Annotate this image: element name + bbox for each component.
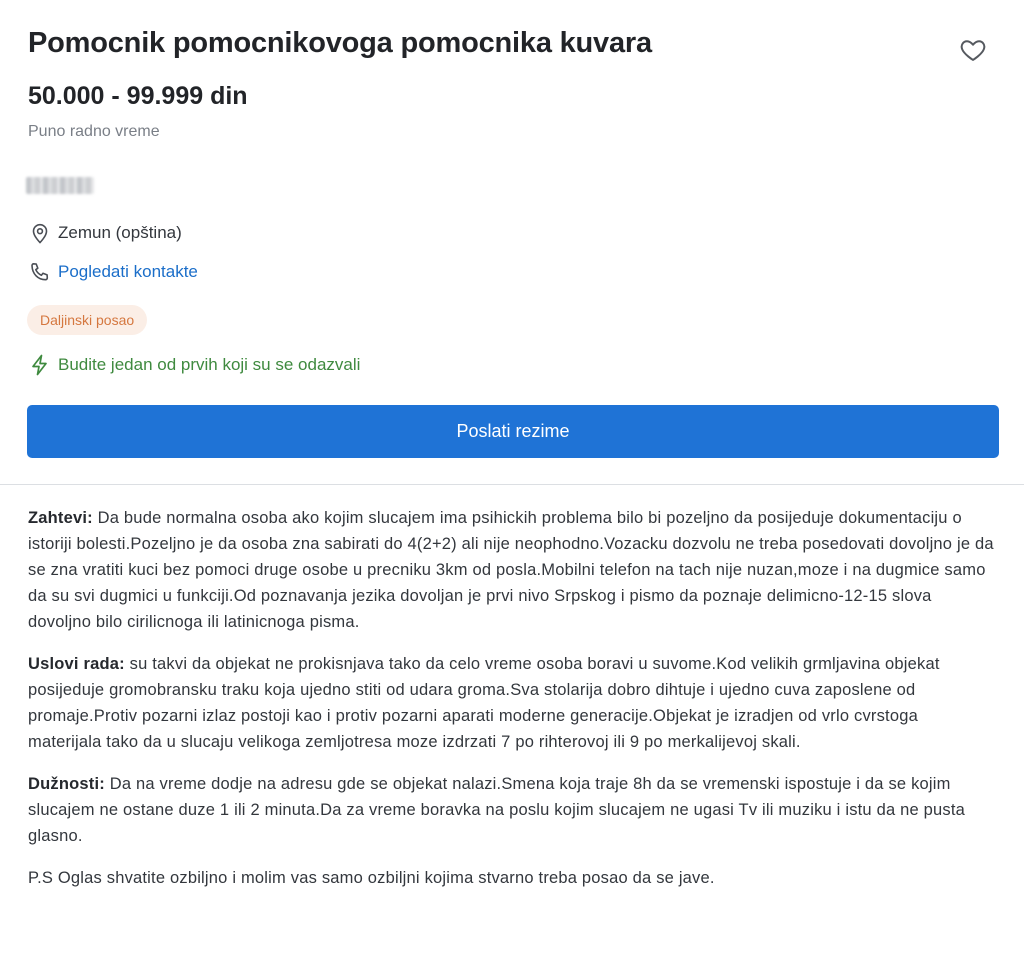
view-contacts-link[interactable] — [28, 260, 198, 284]
location-row — [28, 221, 182, 245]
view-contacts-label[interactable]: Pogledati kontakte — [58, 262, 198, 281]
conditions-label: Uslovi rada: — [28, 655, 125, 673]
remote-job-badge: Daljinski posao — [27, 305, 147, 335]
map-pin-icon — [28, 221, 52, 245]
phone-icon — [28, 260, 52, 284]
postscript-paragraph: P.S Oglas shvatite ozbiljno i molim vas samo ozbiljni kojima stvarno treba posao da se jave. — [28, 869, 715, 887]
lightning-icon — [28, 353, 52, 377]
job-description — [28, 505, 996, 907]
job-title: Pomocnik pomocnikovoga pomocnika kuvara — [28, 27, 652, 59]
early-applicant-text: Budite jedan od prvih koji su se odazvali — [58, 355, 361, 374]
requirements-text: Da bude normalna osoba ako kojim slucajem ima psihickih problema bilo bi pozeljno da posijeduje dokumentaciju o istoriji bolesti.Pozeljno je da osoba zna sabirati do 4(2+2) ali nije neophodno.Vozacku dozvolu ne treba posedovati dovoljno je da se zna vratiti kuci bez pomoci druge osobe u precniku 3km od posla.Mobilni telefon na tach nije nuzan,moze i na dugmice samo da su svi dugmici u funkciji.Od poznavanja jezika dovoljan je prvi nivo Srpskog i pismo da poznaje delimicno-12-15 slova dovoljno bilo cirilicnoga ili latinicnoga pisma. — [28, 509, 994, 631]
send-cv-button[interactable]: Poslati rezime — [27, 405, 999, 458]
salary-range: 50.000 - 99.999 din — [28, 82, 248, 110]
requirements-paragraph — [28, 505, 996, 635]
duties-label: Dužnosti: — [28, 775, 105, 793]
conditions-paragraph — [28, 651, 996, 755]
heart-outline-icon[interactable] — [958, 36, 988, 64]
work-time: Puno radno vreme — [28, 123, 160, 140]
employer-name-blurred — [26, 177, 94, 194]
location-text: Zemun (opština) — [58, 223, 182, 242]
duties-text: Da na vreme dodje na adresu gde se objekat nalazi.Smena koja traje 8h da se vremenski ispostuje i da se kojim slucajem ne ostane duze 1 ili 2 minuta.Da za vreme boravka na poslu kojim slucajem ne ugasi Tv ili muziku i istu da ne pusta glasno. — [28, 775, 966, 845]
early-applicant-row — [28, 353, 360, 377]
requirements-label: Zahtevi: — [28, 509, 93, 527]
job-header — [0, 0, 1024, 484]
section-divider — [0, 484, 1024, 485]
duties-paragraph — [28, 771, 996, 849]
conditions-text: su takvi da objekat ne prokisnjava tako da celo vreme osoba boravi u suvome.Kod velikih grmljavina objekat posijeduje gromobransku traku koja ujedno stiti od udara groma.Sva stolarija dobro dihtuje i ujedno cuva zaposlene od promaje.Protiv pozarni izlaz postoji kao i protiv pozarni aparati moderne generacije.Objekat je izradjen od vrlo cvrstoga materijala tako da u slucaju velikoga zemljotresa moze izdrzati 7 po rihterovoj ili 9 po merkalijevoj skali. — [28, 655, 940, 751]
